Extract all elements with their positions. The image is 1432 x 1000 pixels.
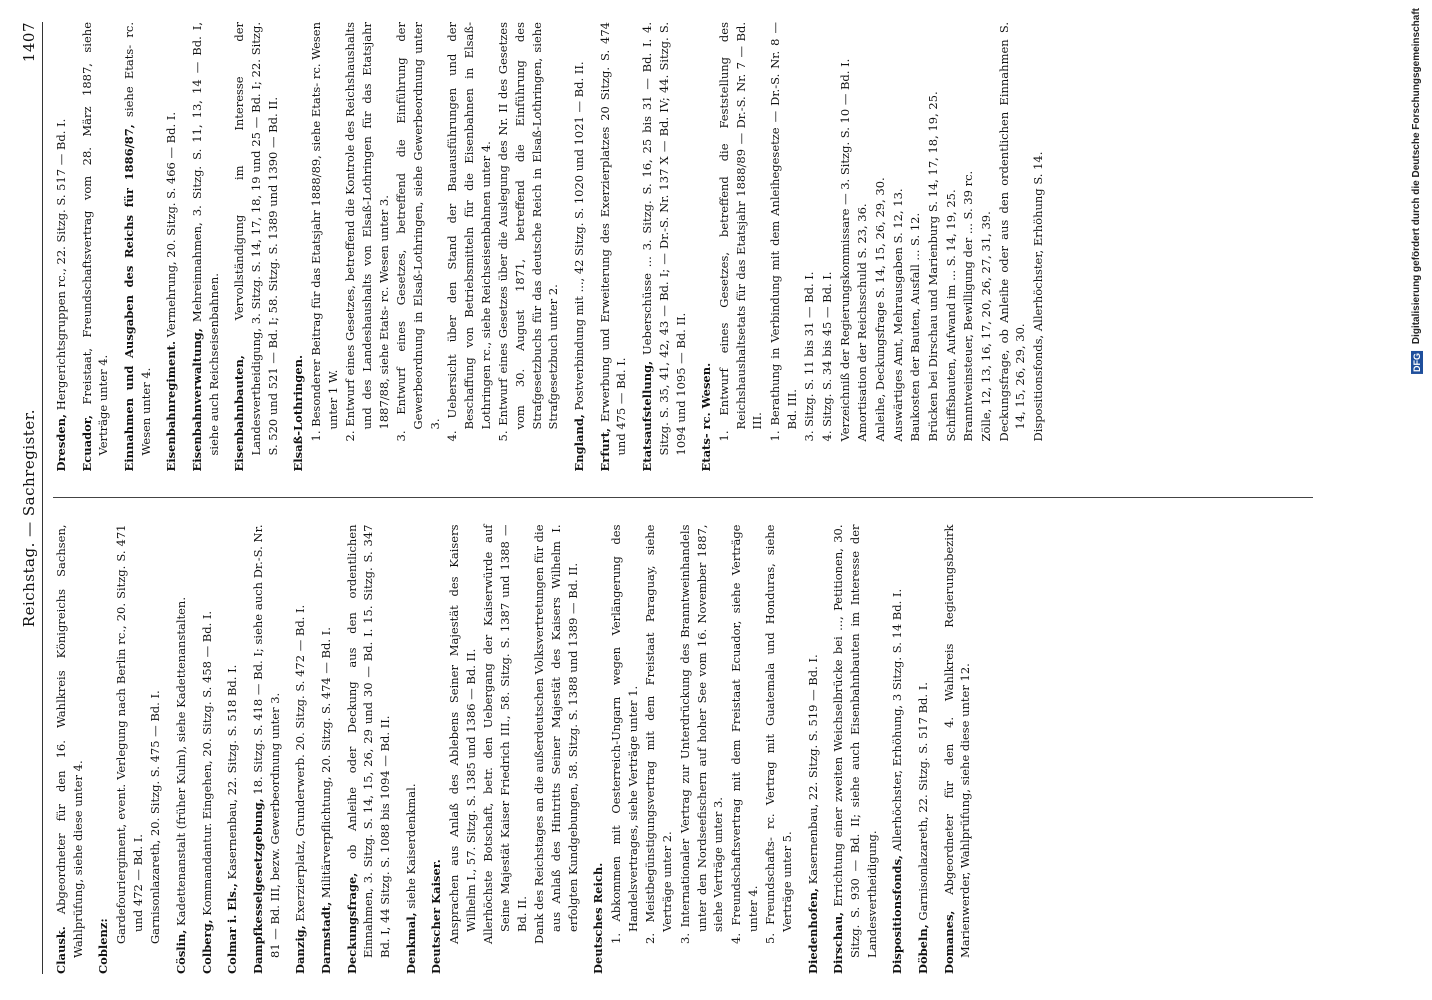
running-head [20,22,43,974]
entry-text: Garnisonlazareth, 22. Sitzg. S. 517 Bd. I. [915,682,930,921]
entry-keyword: Deckungsfrage, [344,872,359,974]
entry-keyword: Cöslin, [174,929,189,974]
entry-subitem: 3. Sitzg. S. 11 bis 31 — Bd. I. [802,271,817,442]
register-entry [403,525,420,975]
register-entry [173,525,190,975]
entry-subitem: Gardefouriergiment, event. Verlegung nach Berlin rc., 20. Sitzg. S. 471 und 472 — Bd. I. [114,524,145,944]
entry-text: Abgeordneter für den 16. Wahlkreis Königreichs Sachsen, Wahlprüfung, siehe diese unter 4. [54,524,85,958]
entry-keyword: England, [572,414,587,472]
entry-subitem: Dispositionsfonds, Allerhöchster, Erhöhung S. 14. [1030,151,1045,442]
entry-keyword: Etatsaufstellung, [640,360,655,472]
register-entry [163,22,180,472]
entry-text: 18. Sitzg. S. 418 — Bd. I; siehe auch Dr.-S. Nr. 81 — Bd. III, bezw. Gewerbeordnung unter 3. [251,524,282,958]
entry-subitem: 4. Uebersicht über den Stand der Bauausführungen und der Beschaffung von Betriebsmitteln für die Eisenbahnen in Elsaß-Lothringen rc., siehe Reichseisenbahnen unter 4. [445,22,493,442]
entry-subitem: Dank des Reichstages an die außerdeutschen Volksvertretungen für die aus Anlaß des Hintritts Seiner Majestät des Kaisers Wilhelm I. erfolgten Kundgebungen, 58. Sitzg. S. 1388 und 1389 — Bd. II. [532,524,580,944]
entry-text: siehe Etats- rc. Wesen unter 4. [122,21,153,456]
register-entry [53,525,86,975]
register-entry [639,22,689,472]
entry-subitem: 4. Freundschaftsvertrag mit dem Freistaat Ecuador, siehe Verträge unter 4. [728,524,760,944]
entry-subitem: Amortisation der Reichsschuld S. 23, 36. [855,203,870,442]
entry-subitem: 2. Meistbegünstigungsvertrag mit dem Freistaat Paraguay, siehe Verträge unter 2. [643,524,675,944]
entry-subitem: Deckungsfrage, ob Anleihe oder aus den ordentlichen Einnahmen S. 14, 15, 26, 29, 30. [996,22,1028,442]
entry-subitem: 1. Entwurf eines Gesetzes, betreffend die Feststellung des Reichshaushaltsetats für das Etatsjahr 1888/89 — Dr.-S. Nr. 7 — Bd. III. [716,22,765,442]
entry-keyword: Danzig, [293,925,308,974]
dfg-logo: DFG [1412,352,1422,372]
register-entry [95,525,164,975]
entry-subitem: Verzeichniß der Regierungskommissare — 3. Sitzg. S. 10 — Bd. I. [837,58,852,442]
two-column-body [53,22,1313,974]
entry-keyword: Deutscher Kaiser. [429,859,444,974]
entry-keyword: Döbeln, [915,924,930,974]
entry-subitem: 5. Freundschafts- rc. Vertrag mit Guatemala und Honduras, siehe Verträge unter 5. [763,524,794,944]
register-entry [590,525,795,975]
column-right [53,22,1313,472]
entry-keyword: Dampfkesselgesetzgebung, [251,798,266,974]
entry-text: Postverbindung mit ..., 42 Sitzg. S. 1020 und 1021 — Bd. II. [572,61,587,411]
entry-subitem: 5. Entwurf eines Gesetzes über die Auslegung des Nr. II des Gesetzes vom 30. August 1871, betreffend die Einführung des Strafgesetzbuchs für das deutsche Reich in Elsaß-Lothringen, siehe Strafgesetzbuch unter 2. [496,22,561,442]
entry-text: Mehreinnahmen, 3. Sitzg. S. 11, 13, 14 — Bd. I, siehe auch Reichseisenbahnen. [190,22,221,456]
digitization-notice-text [1411,8,1423,374]
entry-subitem: 1. Berathung in Verbindung mit dem Anleihegesetze — Dr.-S. Nr. 8 — Bd. III. [767,22,799,442]
dfg-notice-label: Digitalisierung gefördert durch die Deutsche Forschungsgemeinschaft [1411,8,1422,345]
entry-subitem: Brücken bei Dirschau und Marienburg S. 14, 17, 18, 19, 25. [925,91,940,442]
entry-text: Militärverpflichtung, 20. Sitzg. S. 474 — Bd. I. [319,627,334,899]
entry-keyword: Diedenhofen, [805,887,820,974]
register-entry [698,22,1046,472]
register-entry [199,525,216,975]
entry-keyword: Ecuador, [79,414,94,472]
register-entry [292,525,309,975]
entry-text: Vervollständigung im Interesse der Landesvertheidigung, 3. Sitzg. S. 14, 17, 18, 19 und 25 — Bd. I; 22. Sitzg. S. 520 und 521 — Bd. I; 58. Sitzg. S. 1389 und 1390 — Bd. II. [232,22,280,456]
register-entry [805,525,822,975]
entry-subitem: Ansprachen aus Anlaß des Ablebens Seiner Majestät des Kaisers Wilhelm I., 57. Sitzg. S. 1385 und 1386 — Bd. II. [447,524,478,944]
entry-keyword: Erfurt, [597,427,612,472]
register-entry [231,22,281,472]
entry-text: Kasernenbau, 22. Sitzg. S. 519 — Bd. I. [805,654,820,885]
digitization-notice [1404,0,1430,1000]
entry-text: Hergerichtsgruppen rc., 22. Sitzg. S. 517 — Bd. I. [54,118,68,411]
entry-text: Ueberschüsse ... 3. Sitzg. S. 16, 25 bis 31 — Bd. I. 4. Sitzg. S. 35, 41, 42, 43 — Bd. I; — Dr.-S. Nr. 137 X — Bd. IV; 44. Sitzg. S. 1094 und 1095 — Bd. II. [640,22,688,456]
register-entry [318,525,335,975]
entry-text: Allerhöchster, Erhöhung, 3 Sitzg. S. 14 Bd. I. [890,588,905,852]
entry-keyword: Domanes, [941,910,956,974]
register-entry [53,22,70,472]
register-entry [344,525,394,975]
entry-keyword: Dresden, [54,413,68,472]
register-entry [941,525,974,975]
entry-keyword: Dirschau, [831,911,846,974]
column-left [53,525,1313,975]
entry-text: Kadettenanstalt (früher Kulm), siehe Kadettenanstalten. [174,597,189,926]
entry-subitem: Auswärtiges Amt, Mehrausgaben S. 12, 13. [890,188,905,442]
register-entry [224,525,241,975]
entry-keyword: Dispositionsfonds, [890,854,905,974]
running-head-title: Reichstag. — Sachregister. [20,408,38,628]
entry-text: siehe Kaiserdenkmal. [403,783,418,909]
entry-keyword: Deutsches Reich. [591,862,606,974]
entry-keyword: Elsaß-Lothringen. [291,354,306,472]
register-entry [597,22,630,472]
entry-keyword: Darmstadt, [319,901,334,974]
register-entry [189,22,222,472]
register-entry [79,22,112,472]
entry-keyword: Colberg, [199,919,214,974]
entry-subitem: 1. Besonderer Beitrag für das Etatsjahr 1888/89, siehe Etats- rc. Wesen unter 1 W. [309,22,340,442]
register-entry [121,22,154,472]
entry-subitem: Anleihe, Deckungsfrage S. 14, 15, 26, 29, 30. [872,177,887,442]
entry-subitem: Branntweinsteuer, Bewilligung der ... S. 39 rc. [961,170,976,442]
entry-text: Abgeordneter für den 4. Wahlkreis Regierungsbezirk Marienwerder, Wahlprüfung, siehe diese unter 12. [941,524,973,958]
register-entry [571,22,588,472]
register-entry [290,22,562,472]
entry-text: Vermehrung, 20. Sitzg. S. 466 — Bd. I. [164,112,179,338]
entry-text: Kasernenbau, 22. Sitzg. S. 518 Bd. I. [225,664,240,880]
entry-keyword: Eisenbahnbauten, [232,355,247,472]
entry-keyword: Eisenbahnregiment. [164,341,179,472]
register-entry [889,525,906,975]
entry-keyword: Eisenbahnverwaltung, [190,328,205,472]
entry-subitem: 3. Entwurf eines Gesetzes, betreffend die Einführung der Gewerbeordnung in Elsaß-Lothringen, siehe Gewerbeordnung unter 3. [394,22,442,442]
entry-text: Kommandantur. Eingehen, 20. Sitzg. S. 458 — Bd. I. [199,610,214,916]
entry-text: Errichtung einer zweiten Weichselbrücke bei ..., Petitionen, 30. Sitzg. S. 930 — Bd. II; siehe auch Eisenbahnbauten im Interesse der Landesvertheidigung. [831,524,879,958]
register-entry [250,525,283,975]
register-entry [428,525,581,975]
entry-text: Erwerbung und Erweiterung des Exerzierplatzes 20 Sitzg. S. 474 und 475 — Bd. I. [597,22,629,456]
entry-text: ob Anleihe oder Deckung aus den ordentlichen Einnahmen, 3. Sitzg. S. 14, 15, 26, 29 und 30 — Bd. I. 15. Sitzg. S. 347 Bd. I, 44 Sitzg. S. 1088 bis 1094 — Bd. II. [344,524,393,958]
entry-subitem: 3. Internationaler Vertrag zur Unterdrückung des Branntweinhandels unter den Nordseefischern auf hoher See vom 16. November 1887, siehe Verträge unter 3. [677,524,726,944]
entry-subitem: Allerhöchste Botschaft, betr. den Uebergang der Kaiserwürde auf Seine Majestät Kaiser Friedrich III., 58. Sitzg. S. 1387 und 1388 — Bd. II. [481,524,529,944]
entry-keyword: Denkmal, [403,912,418,974]
register-entry [915,525,932,975]
entry-subitem: 1. Abkommen mit Oesterreich-Ungarn wegen Verlängerung des Handelsvertrages, siehe Verträge unter 1. [609,524,640,944]
entry-subitem: Garnisonlazareth, 20. Sitzg. S. 475 — Bd. I. [148,690,163,944]
entry-text: Freistaat, Freundschaftsvertrag vom 28. März 1887, siehe Verträge unter 4. [79,22,111,456]
entry-subitem: 2. Entwurf eines Gesetzes, betreffend die Kontrole des Reichshaushalts und des Landeshaushalts von Elsaß-Lothringen für das Etatsjahr 1887/88, siehe Etats- rc. Wesen unter 3. [343,22,391,442]
entry-subitem: Baukosten der Bauten, Ausfall ... S. 12. [908,212,923,442]
entry-subitem: 4. Sitzg. S. 34 bis 45 — Bd. I. [819,271,834,442]
column-divider [53,498,1313,499]
entry-subitem: Zölle, 12, 13, 16, 17, 20, 26, 27, 31, 39. [978,211,993,442]
entry-keyword: Einnahmen und Ausgaben des Reichs für 1886/87, [122,124,137,472]
entry-text: Exerzierplatz, Grunderwerb. 20. Sitzg. S. 472 — Bd. I. [293,604,308,922]
entry-subitem: Schiffsbauten, Aufwand im ... S. 14, 19, 25. [943,189,958,442]
entry-keyword: Clausk. [54,926,68,974]
entry-keyword: Etats- rc. Wesen. [699,362,714,472]
page-number: 1407 [20,22,38,63]
register-entry [830,525,880,975]
entry-keyword: Colmar i. Els., [225,883,240,974]
entry-keyword: Coblenz: [96,918,111,974]
